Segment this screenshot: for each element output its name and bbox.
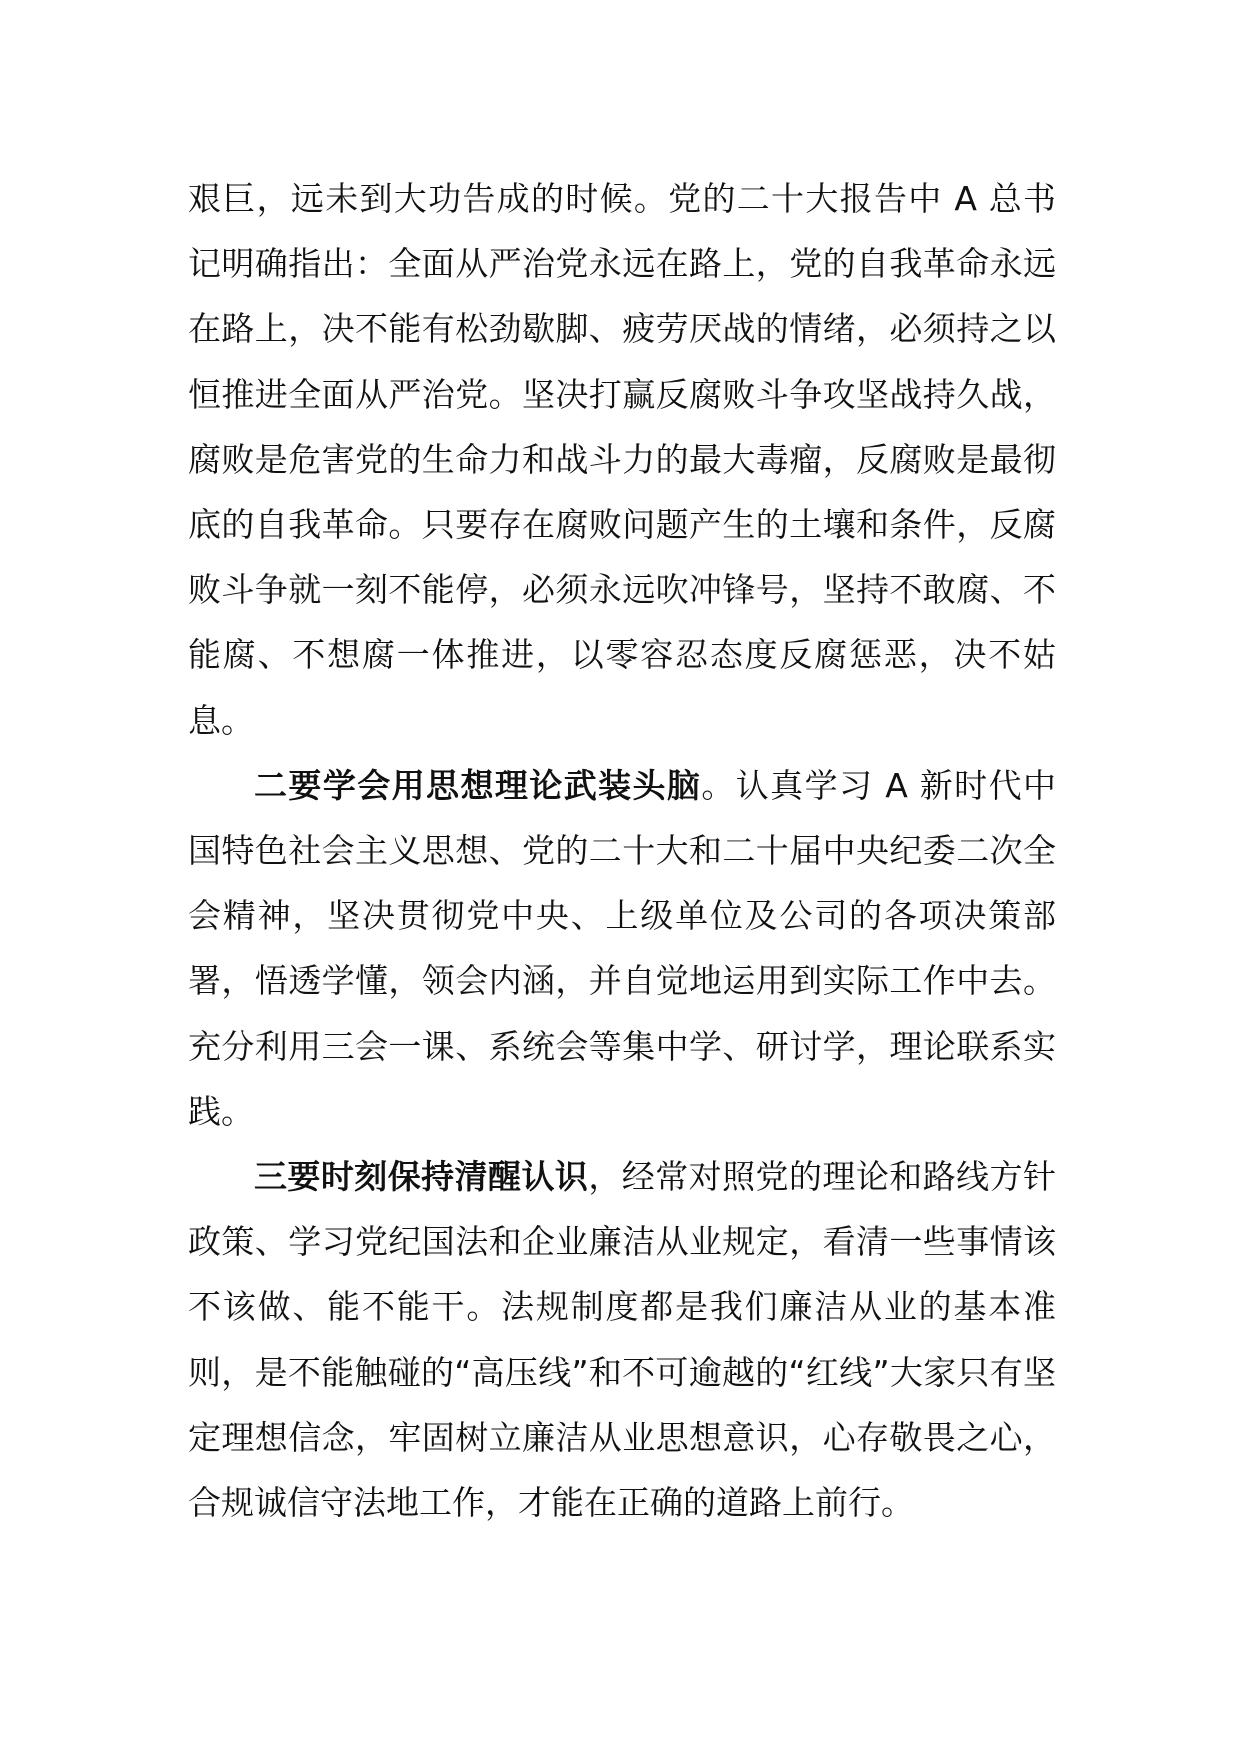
paragraph-text: 。认真学习 A 新时代中国特色社会主义思想、党的二十大和二十届中央纪委二次全会精神，坚决贯彻党中央、上级单位及公司的各项决策部署，悟透学懂，领会内涵，并自觉地运用到实际工作中去。充分利用三会一课、系统会等集中学、研讨学，理论联系实践。 bbox=[188, 765, 1057, 1131]
paragraph-point-two bbox=[188, 753, 1056, 1144]
document-body bbox=[188, 166, 1056, 1535]
paragraph-lead-heading: 二要学会用思想理论武装头脑 bbox=[254, 765, 702, 805]
paragraph-point-three bbox=[188, 1144, 1056, 1535]
paragraph-continuation bbox=[188, 166, 1056, 753]
paragraph-lead-heading: 三要时刻保持清醒认识 bbox=[254, 1157, 589, 1197]
paragraph-text: ，经常对照党的理论和路线方针政策、学习党纪国法和企业廉洁从业规定，看清一些事情该不该做、能不能干。法规制度都是我们廉洁从业的基本准则，是不能触碰的“高压线”和不可逾越的“红线”大家只有坚定理想信念，牢固树立廉洁从业思想意识，心存敬畏之心，合规诚信守法地工作，才能在正确的道路上前行。 bbox=[188, 1157, 1057, 1523]
paragraph-text: 艰巨，远未到大功告成的时候。党的二十大报告中 A 总书记明确指出：全面从严治党永远在路上，党的自我革命永远在路上，决不能有松劲歇脚、疲劳厌战的情绪，必须持之以恒推进全面从严治党。坚决打赢反腐败斗争攻坚战持久战，腐败是危害党的生命力和战斗力的最大毒瘤，反腐败是最彻底的自我革命。只要存在腐败问题产生的土壤和条件，反腐败斗争就一刻不能停，必须永远吹冲锋号，坚持不敢腐、不能腐、不想腐一体推进，以零容忍态度反腐惩恶，决不姑息。 bbox=[188, 179, 1056, 740]
